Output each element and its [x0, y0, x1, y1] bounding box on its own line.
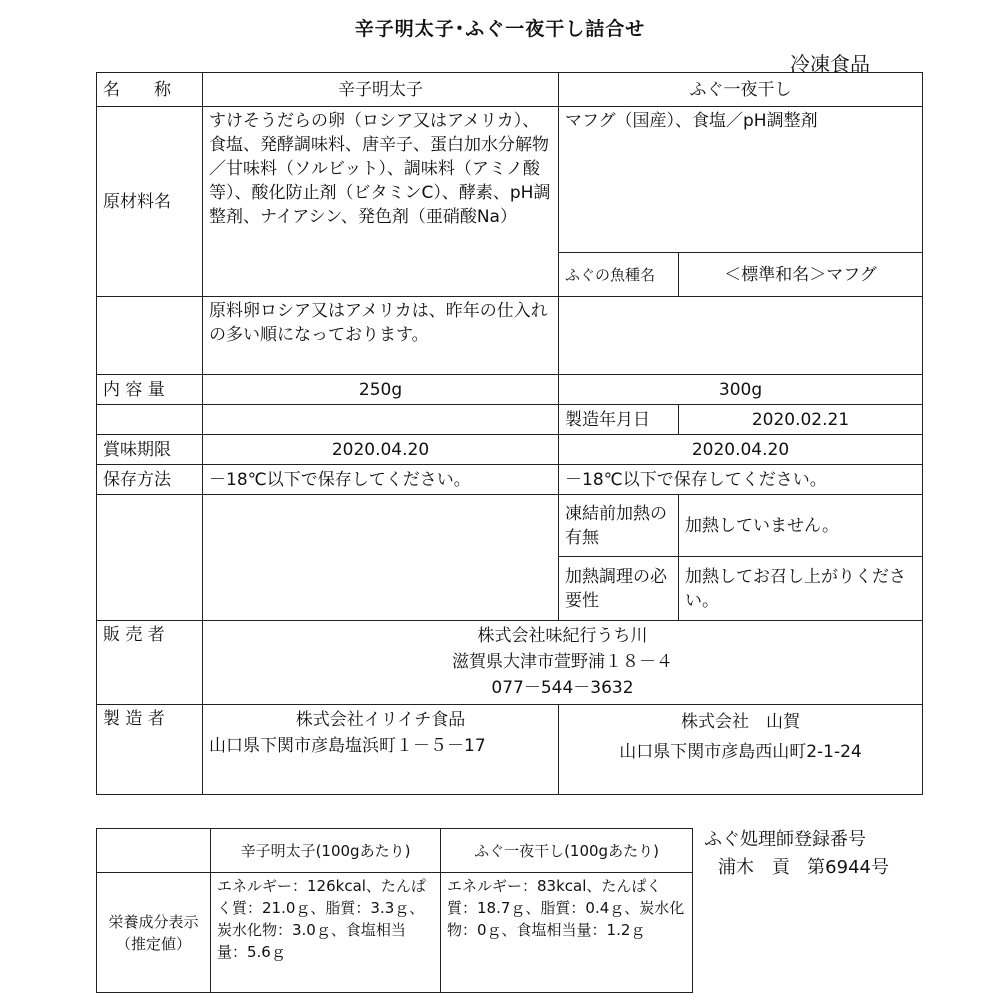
fugu-content: 300g — [559, 375, 923, 405]
mentaiko-ingredients: すけそうだらの卵（ロシア又はアメリカ）、食塩、発酵調味料、唐辛子、蛋白加水分解物／甘味料（ソルビット）、調味料（アミノ酸等）、酸化防止剤（ビタミンC）、酵素、pH調整剤、ナイアシン、発色剤（亜硝酸Na） — [203, 107, 559, 297]
nutrition-mentaiko-values: エネルギー：126kcal、たんぱく質：21.0ｇ、脂質：3.3ｇ、炭水化物：3.0ｇ、食塩相当量：5.6ｇ — [211, 873, 441, 993]
content-label: 内 容 量 — [97, 375, 203, 405]
ingredients-label: 原材料名 — [97, 107, 203, 297]
pre-freeze-heating-value: 加熱していません。 — [679, 495, 923, 557]
product-label-table — [96, 72, 923, 795]
fugu-ingredients: マフグ（国産）、食塩／pH調整剤 — [559, 107, 923, 253]
seller-name: 株式会社味紀行うち川 — [477, 626, 648, 646]
page-title: 辛子明太子･ふぐ一夜干し詰合せ — [354, 18, 646, 40]
mentaiko-storage: －18℃以下で保存してください。 — [203, 465, 559, 495]
nutrition-table — [96, 828, 693, 993]
origin-note-empty — [97, 297, 203, 375]
license-holder: 浦木 貢 — [718, 857, 790, 878]
fugu-manufacturer-name: 株式会社 山賀 — [681, 712, 800, 732]
nutrition-empty — [97, 829, 211, 873]
seller-address: 滋賀県大津市萱野浦１８－４ — [452, 652, 673, 672]
fugu-storage: －18℃以下で保存してください。 — [559, 465, 923, 495]
fugu-origin-empty — [559, 297, 923, 375]
nutrition-label: 栄養成分表示（推定値） — [97, 873, 211, 993]
mentaiko-manufacturer-address: 山口県下関市彦島塩浜町１－５－17 — [209, 736, 486, 756]
fugu-mfg-date: 2020.02.21 — [679, 405, 923, 435]
mentaiko-content: 250g — [203, 375, 559, 405]
mentaiko-origin-note: 原料卵ロシア又はアメリカは、昨年の仕入れの多い順になっております。 — [203, 297, 559, 375]
heating-empty-2 — [203, 495, 559, 621]
mfg-empty-1 — [97, 405, 203, 435]
license-label: ふぐ処理師登録番号 — [704, 829, 866, 850]
manufacturer-label: 製 造 者 — [97, 705, 203, 795]
mfg-date-label: 製造年月日 — [559, 405, 679, 435]
fish-species-value: ＜標準和名＞マフグ — [679, 253, 923, 297]
fugu-best-before: 2020.04.20 — [559, 435, 923, 465]
cooking-needed-value: 加熱してお召し上がりください。 — [679, 557, 923, 621]
mentaiko-best-before: 2020.04.20 — [203, 435, 559, 465]
seller-phone: 077－544－3632 — [491, 678, 634, 698]
mfg-empty-2 — [203, 405, 559, 435]
seller-label: 販 売 者 — [97, 621, 203, 705]
cooking-needed-label: 加熱調理の必要性 — [559, 557, 679, 621]
nutrition-mentaiko-header: 辛子明太子(100gあたり) — [211, 829, 441, 873]
mentaiko-name: 辛子明太子 — [203, 73, 559, 107]
fugu-license — [704, 826, 889, 882]
fish-species-label: ふぐの魚種名 — [559, 253, 679, 297]
nutrition-fugu-header: ふぐ一夜干し(100gあたり) — [441, 829, 693, 873]
name-label: 名 称 — [97, 73, 203, 107]
mentaiko-manufacturer-name: 株式会社イリイチ食品 — [295, 710, 466, 730]
fugu-name: ふぐ一夜干し — [559, 73, 923, 107]
best-before-label: 賞味期限 — [97, 435, 203, 465]
fugu-manufacturer-address: 山口県下関市彦島西山町2-1-24 — [619, 742, 862, 762]
category-label: 冷凍食品 — [790, 52, 870, 76]
license-number: 第6944号 — [807, 857, 889, 878]
pre-freeze-heating-label: 凍結前加熱の有無 — [559, 495, 679, 557]
nutrition-fugu-values: エネルギー：83kcal、たんぱく質：18.7ｇ、脂質：0.4ｇ、炭水化物：0ｇ、食塩相当量：1.2ｇ — [441, 873, 693, 993]
heating-empty-1 — [97, 495, 203, 621]
storage-label: 保存方法 — [97, 465, 203, 495]
